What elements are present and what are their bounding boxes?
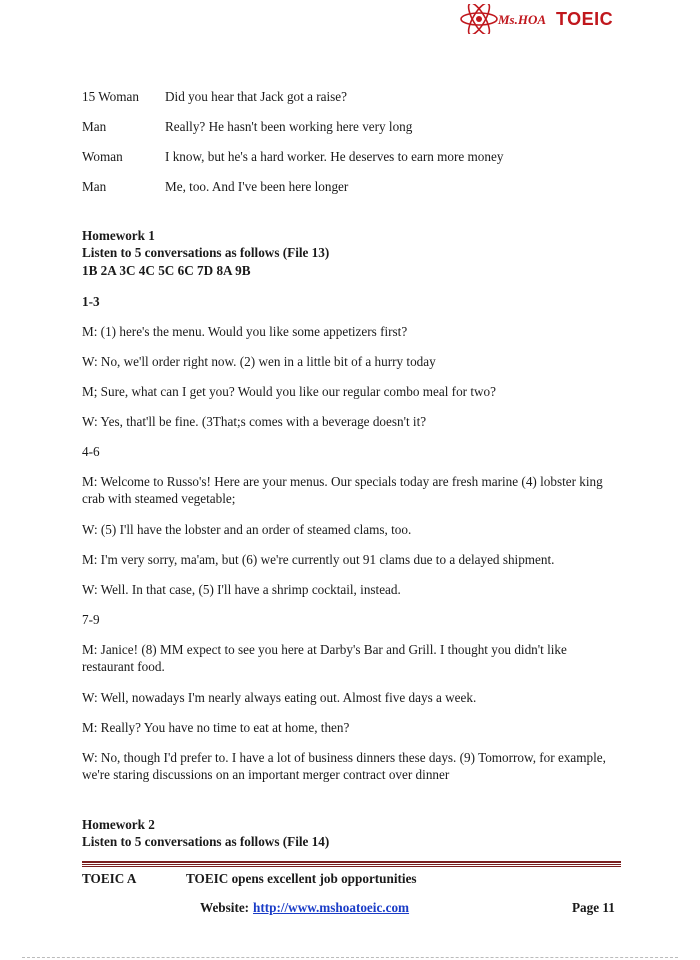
footer-divider (82, 861, 621, 863)
transcript-line: M: Janice! (8) MM expect to see you here at Darby's Bar and Grill. I thought you didn't like restaurant food. (82, 642, 567, 674)
footer-label: TOEIC A (82, 871, 137, 886)
transcript-line: M: I'm very sorry, ma'am, but (6) we're currently out 91 clams due to a delayed shipment. (82, 552, 555, 567)
transcript-line: W: Yes, that'll be fine. (3That;s comes with a beverage doesn't it? (82, 414, 427, 429)
footer-divider (82, 866, 621, 867)
homework1-subtitle: Listen to 5 conversations as follows (File 13) (82, 245, 330, 260)
footer-slogan: TOEIC opens excellent job opportunities (186, 871, 417, 886)
logo-toeic-text: TOEIC (556, 9, 614, 29)
homework1-answers: 1B 2A 3C 4C 5C 6C 7D 8A 9B (82, 263, 251, 278)
page-edge-divider (22, 957, 678, 958)
atom-icon (458, 4, 500, 34)
speaker-label: 15 Woman (82, 89, 139, 104)
dialogue-line: Me, too. And I've been here longer (165, 179, 349, 194)
speaker-label: Woman (82, 149, 123, 164)
page-number: Page 11 (572, 900, 615, 915)
speaker-label: Man (82, 119, 107, 134)
transcript-line: M: Welcome to Russo's! Here are your menus. Our specials today are fresh marine (4) lobster king crab with steamed vegetable; (82, 474, 603, 506)
transcript-line: M: (1) here's the menu. Would you like some appetizers first? (82, 324, 408, 339)
brand-logo (458, 4, 618, 34)
transcript-line: W: Well, nowadays I'm nearly always eating out. Almost five days a week. (82, 690, 477, 705)
footer-divider (82, 864, 621, 865)
transcript-line: W: (5) I'll have the lobster and an order of steamed clams, too. (82, 522, 412, 537)
dialogue-line: Really? He hasn't been working here very long (165, 119, 413, 134)
homework2-subtitle: Listen to 5 conversations as follows (File 14) (82, 834, 330, 849)
logo-ms-text: Ms.HOA (498, 12, 547, 27)
transcript-line: M: Really? You have no time to eat at home, then? (82, 720, 350, 735)
transcript-line: W: Well. In that case, (5) I'll have a shrimp cocktail, instead. (82, 582, 401, 597)
homework2-title: Homework 2 (82, 817, 155, 832)
section-heading: 4-6 (82, 444, 100, 459)
speaker-label: Man (82, 179, 107, 194)
website-link[interactable]: http://www.mshoatoeic.com (253, 900, 410, 915)
website-label: Website: (200, 900, 250, 915)
section-heading: 7-9 (82, 612, 100, 627)
section-heading: 1-3 (82, 294, 100, 309)
transcript-line: M; Sure, what can I get you? Would you like our regular combo meal for two? (82, 384, 496, 399)
dialogue-line: Did you hear that Jack got a raise? (165, 89, 347, 104)
transcript-line: W: No, though I'd prefer to. I have a lot of business dinners these days. (9) Tomorrow, for example, we're staring discussions on an important merger contract over dinner (82, 750, 606, 782)
homework1-title: Homework 1 (82, 228, 155, 243)
transcript-line: W: No, we'll order right now. (2) wen in a little bit of a hurry today (82, 354, 436, 369)
dialogue-line: I know, but he's a hard worker. He deserves to earn more money (165, 149, 504, 164)
